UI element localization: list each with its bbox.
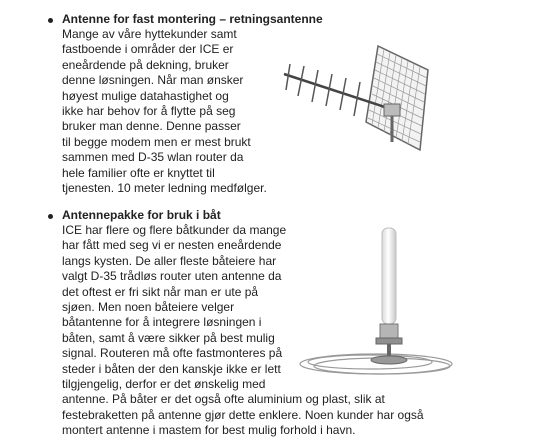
- item-text-line: båten, samt å være sikker på best mulig: [62, 330, 275, 345]
- item-text-line: langs kysten. De aller fleste båteiere har: [62, 253, 277, 268]
- item-text-line: fastboende i områder der ICE er: [62, 42, 234, 57]
- directional-antenna-image: [280, 38, 440, 156]
- bullet-icon: [48, 214, 53, 219]
- item-text-line: sammen med D-35 wlan router da: [62, 150, 244, 165]
- item-text-line: tilgjengelig, derfor er det ønskelig med: [62, 377, 266, 392]
- item-text-line: tjenesten. 10 meter ledning medfølger.: [62, 181, 267, 196]
- item-text-line: det oftest er fri sikt når man er ute på: [62, 284, 259, 299]
- bullet-icon: [48, 18, 53, 23]
- item-text-line: sjøen. Men noen båteiere velger: [62, 300, 235, 315]
- item-text-line: festebraketten på antenne gjør dette enklere. Noen kunder har også: [62, 407, 424, 422]
- item-text-line: montert antenne i mastem for best mulig forhold i havn.: [62, 423, 356, 438]
- item-text-line: hele familier ofte er knyttet til: [62, 165, 215, 180]
- item-text-line: denne løsningen. Når man ønsker: [62, 73, 244, 88]
- item-text-line: til begge modem men er mest brukt: [62, 134, 251, 149]
- item-text-line: signal. Routeren må ofte fastmonteres på: [62, 346, 283, 361]
- item-text-line: steder i båten der den kanskje ikke er lett: [62, 361, 281, 376]
- item-text-line: har fått med seg vi er nesten eneårdende: [62, 238, 282, 253]
- item-text-line: ICE har flere og flere båtkunder da mange: [62, 223, 287, 237]
- boat-antenna-image: [296, 226, 476, 386]
- item-text-line: Mange av våre hyttekunder samt: [62, 27, 237, 41]
- item-text-line: valgt D-35 trådløs router uten antenne da: [62, 269, 282, 284]
- item-text-line: høyest mulige datahastighet og: [62, 88, 229, 103]
- item-title: Antenne for fast montering – retningsantenne: [62, 12, 323, 26]
- item-title: Antennepakke for bruk i båt: [62, 208, 221, 222]
- item-text-line: eneårdende på dekning, bruker: [62, 57, 229, 72]
- item-text-line: antenne. På båter er det også ofte aluminium og plast, slik at: [62, 392, 385, 407]
- item-text-line: bruker man denne. Denne passer: [62, 119, 241, 134]
- item-text-line: båtantenne for å integrere løsningen i: [62, 315, 262, 330]
- item-text-line: ikke har behov for å flytte på seg: [62, 104, 236, 119]
